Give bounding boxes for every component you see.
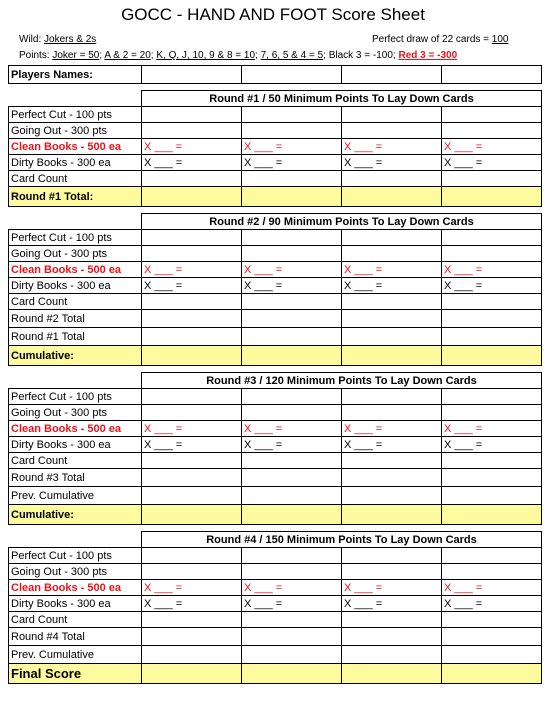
score-cell[interactable] (242, 123, 342, 139)
player-name-cell[interactable] (242, 66, 342, 84)
points-black-three: Black 3 = -100 (328, 50, 393, 61)
sheet-title: GOCC - HAND AND FOOT Score Sheet (121, 5, 425, 24)
score-cell[interactable] (442, 389, 542, 405)
total-cell[interactable] (342, 664, 442, 684)
books-count-cell[interactable]: X ___ = (142, 437, 242, 453)
books-count-cell[interactable]: X ___ = (442, 596, 542, 612)
books-count-cell[interactable]: X ___ = (142, 155, 242, 171)
score-cell[interactable] (142, 123, 242, 139)
round-spacer (9, 207, 542, 214)
wild-line (19, 34, 96, 45)
score-cell[interactable] (342, 628, 442, 646)
books-count-cell[interactable]: X ___ = (242, 262, 342, 278)
perfect-draw-value: 100 (491, 34, 509, 45)
round-header-blank (9, 214, 142, 230)
row-label: Prev. Cumulative (9, 487, 142, 505)
score-row (9, 596, 542, 612)
books-count-cell[interactable]: X ___ = (342, 421, 442, 437)
row-label: Round #3 Total (9, 469, 142, 487)
score-cell[interactable] (142, 310, 242, 328)
row-label: Dirty Books - 300 ea (9, 278, 142, 294)
score-cell[interactable] (442, 405, 542, 421)
books-count-cell[interactable]: X ___ = (442, 437, 542, 453)
score-cell[interactable] (242, 646, 342, 664)
row-label: Round #2 Total (9, 310, 142, 328)
score-cell[interactable] (142, 453, 242, 469)
score-cell[interactable] (242, 171, 342, 187)
score-row (9, 294, 542, 310)
total-cell[interactable] (342, 346, 442, 366)
score-cell[interactable] (342, 246, 442, 262)
wild-value: Jokers & 2s (44, 34, 97, 45)
score-row (9, 564, 542, 580)
score-row (9, 262, 542, 278)
score-cell[interactable] (142, 548, 242, 564)
round-header-row (9, 373, 542, 389)
score-cell[interactable] (242, 230, 342, 246)
round-title: Round #2 / 90 Minimum Points To Lay Down Cards (142, 214, 542, 230)
score-row (9, 107, 542, 123)
score-row (9, 328, 542, 346)
total-label: Round #1 Total: (9, 187, 142, 207)
points-line: Points: Joker = 50; A & 2 = 20; K, Q, J, 10, 9 & 8 = 10; 7, 6, 5 & 4 = 5; Black 3 = -100; Red 3 = -300 (19, 50, 458, 61)
score-cell[interactable] (142, 230, 242, 246)
score-row (9, 230, 542, 246)
round-title: Round #4 / 150 Minimum Points To Lay Down Cards (142, 532, 542, 548)
row-label: Clean Books - 500 ea (9, 580, 142, 596)
points-ace-two: A & 2 = 20 (104, 50, 151, 61)
score-cell[interactable] (242, 487, 342, 505)
score-row (9, 628, 542, 646)
round-header-row (9, 214, 542, 230)
score-cell[interactable] (342, 123, 442, 139)
score-cell[interactable] (142, 328, 242, 346)
players-names-label: Players Names: (9, 66, 142, 84)
spacer (9, 84, 542, 91)
score-row (9, 171, 542, 187)
score-cell[interactable] (142, 107, 242, 123)
score-row (9, 548, 542, 564)
score-cell[interactable] (242, 294, 342, 310)
points-label: Points: (19, 50, 50, 61)
total-cell[interactable] (442, 505, 542, 525)
score-row (9, 453, 542, 469)
player-name-cell[interactable] (342, 66, 442, 84)
books-count-cell[interactable]: X ___ = (442, 278, 542, 294)
perfect-draw-label: Perfect draw of 22 cards = (372, 34, 490, 45)
score-cell[interactable] (242, 389, 342, 405)
row-label: Round #1 Total (9, 328, 142, 346)
books-count-cell[interactable]: X ___ = (442, 262, 542, 278)
score-cell[interactable] (342, 405, 442, 421)
player-name-cell[interactable] (442, 66, 542, 84)
score-cell[interactable] (442, 294, 542, 310)
score-cell[interactable] (342, 564, 442, 580)
perfect-draw-line (372, 34, 508, 45)
books-count-cell[interactable]: X ___ = (442, 421, 542, 437)
round-spacer (9, 525, 542, 532)
round-header-blank (9, 373, 142, 389)
score-cell[interactable] (242, 107, 342, 123)
total-cell[interactable] (242, 664, 342, 684)
row-label: Going Out - 300 pts (9, 564, 142, 580)
books-count-cell[interactable]: X ___ = (142, 580, 242, 596)
total-cell[interactable] (442, 664, 542, 684)
row-label: Round #4 Total (9, 628, 142, 646)
score-cell[interactable] (142, 469, 242, 487)
players-row (9, 66, 542, 84)
score-cell[interactable] (142, 246, 242, 262)
books-count-cell[interactable]: X ___ = (242, 155, 342, 171)
score-cell[interactable] (242, 405, 342, 421)
books-count-cell[interactable]: X ___ = (242, 437, 342, 453)
score-row (9, 246, 542, 262)
row-label: Card Count (9, 294, 142, 310)
score-cell[interactable] (342, 310, 442, 328)
row-label: Perfect Cut - 100 pts (9, 107, 142, 123)
books-count-cell[interactable]: X ___ = (242, 596, 342, 612)
score-row (9, 646, 542, 664)
score-cell[interactable] (342, 469, 442, 487)
final-score-label: Final Score (9, 664, 142, 684)
row-label: Perfect Cut - 100 pts (9, 548, 142, 564)
round-spacer (9, 84, 542, 91)
score-cell[interactable] (242, 310, 342, 328)
score-row (9, 437, 542, 453)
total-cell[interactable] (442, 187, 542, 207)
total-cell[interactable] (242, 187, 342, 207)
books-count-cell[interactable]: X ___ = (242, 278, 342, 294)
books-count-cell[interactable]: X ___ = (142, 139, 242, 155)
total-cell[interactable] (242, 346, 342, 366)
books-count-cell[interactable]: X ___ = (242, 580, 342, 596)
round-header-row (9, 532, 542, 548)
row-label: Going Out - 300 pts (9, 123, 142, 139)
books-count-cell[interactable]: X ___ = (342, 262, 442, 278)
total-cell[interactable] (142, 187, 242, 207)
books-count-cell[interactable]: X ___ = (442, 155, 542, 171)
round-header-blank (9, 91, 142, 107)
spacer (9, 366, 542, 373)
total-cell[interactable] (142, 664, 242, 684)
score-cell[interactable] (242, 328, 342, 346)
books-count-cell[interactable]: X ___ = (342, 580, 442, 596)
score-cell[interactable] (442, 107, 542, 123)
score-cell[interactable] (442, 548, 542, 564)
row-label: Perfect Cut - 100 pts (9, 389, 142, 405)
row-label: Dirty Books - 300 ea (9, 596, 142, 612)
score-cell[interactable] (142, 487, 242, 505)
score-cell[interactable] (342, 646, 442, 664)
score-cell[interactable] (142, 405, 242, 421)
total-label: Cumulative: (9, 346, 142, 366)
row-label: Perfect Cut - 100 pts (9, 230, 142, 246)
round-spacer (9, 366, 542, 373)
score-row (9, 278, 542, 294)
score-cell[interactable] (342, 612, 442, 628)
books-count-cell[interactable]: X ___ = (342, 596, 442, 612)
score-row (9, 421, 542, 437)
score-row (9, 612, 542, 628)
row-label: Prev. Cumulative (9, 646, 142, 664)
books-count-cell[interactable]: X ___ = (242, 421, 342, 437)
row-label: Card Count (9, 171, 142, 187)
total-cell[interactable] (142, 505, 242, 525)
score-row (9, 310, 542, 328)
books-count-cell[interactable]: X ___ = (442, 139, 542, 155)
total-cell[interactable] (342, 187, 442, 207)
round-title: Round #3 / 120 Minimum Points To Lay Down Cards (142, 373, 542, 389)
total-row (9, 505, 542, 525)
score-cell[interactable] (442, 646, 542, 664)
score-row (9, 123, 542, 139)
final-score-row (9, 664, 542, 684)
row-label: Card Count (9, 453, 142, 469)
wild-label: Wild: (19, 34, 42, 45)
score-cell[interactable] (442, 246, 542, 262)
books-count-cell[interactable]: X ___ = (342, 139, 442, 155)
score-cell[interactable] (342, 389, 442, 405)
score-cell[interactable] (142, 612, 242, 628)
score-cell[interactable] (442, 310, 542, 328)
score-cell[interactable] (342, 171, 442, 187)
score-cell[interactable] (342, 453, 442, 469)
score-cell[interactable] (242, 246, 342, 262)
score-cell[interactable] (242, 548, 342, 564)
row-label: Going Out - 300 pts (9, 246, 142, 262)
round-header-blank (9, 532, 142, 548)
score-cell[interactable] (242, 453, 342, 469)
row-label: Dirty Books - 300 ea (9, 437, 142, 453)
score-table (8, 65, 542, 684)
score-cell[interactable] (142, 564, 242, 580)
score-cell[interactable] (142, 628, 242, 646)
points-face: K, Q, J, 10, 9 & 8 = 10 (156, 50, 256, 61)
score-cell[interactable] (442, 123, 542, 139)
score-cell[interactable] (442, 564, 542, 580)
total-row (9, 187, 542, 207)
row-label: Card Count (9, 612, 142, 628)
score-cell[interactable] (442, 628, 542, 646)
score-cell[interactable] (142, 389, 242, 405)
books-count-cell[interactable]: X ___ = (142, 421, 242, 437)
score-cell[interactable] (442, 469, 542, 487)
row-label: Clean Books - 500 ea (9, 139, 142, 155)
score-cell[interactable] (342, 328, 442, 346)
score-cell[interactable] (442, 487, 542, 505)
row-label: Clean Books - 500 ea (9, 262, 142, 278)
score-row (9, 405, 542, 421)
score-row (9, 487, 542, 505)
score-cell[interactable] (342, 487, 442, 505)
total-label: Cumulative: (9, 505, 142, 525)
books-count-cell[interactable]: X ___ = (142, 278, 242, 294)
row-label: Going Out - 300 pts (9, 405, 142, 421)
score-row (9, 139, 542, 155)
score-row (9, 580, 542, 596)
spacer (9, 207, 542, 214)
score-cell[interactable] (442, 453, 542, 469)
player-name-cell[interactable] (142, 66, 242, 84)
score-cell[interactable] (142, 294, 242, 310)
total-cell[interactable] (342, 505, 442, 525)
points-joker: Joker = 50 (52, 50, 100, 61)
score-cell[interactable] (242, 612, 342, 628)
score-row (9, 389, 542, 405)
books-count-cell[interactable]: X ___ = (442, 580, 542, 596)
total-row (9, 346, 542, 366)
score-cell[interactable] (342, 107, 442, 123)
score-cell[interactable] (142, 171, 242, 187)
total-cell[interactable] (142, 346, 242, 366)
score-cell[interactable] (142, 646, 242, 664)
round-header-row (9, 91, 542, 107)
books-count-cell[interactable]: X ___ = (142, 596, 242, 612)
points-low: 7, 6, 5 & 4 = 5 (260, 50, 324, 61)
total-cell[interactable] (242, 505, 342, 525)
books-count-cell[interactable]: X ___ = (342, 278, 442, 294)
score-cell[interactable] (242, 628, 342, 646)
score-cell[interactable] (442, 612, 542, 628)
score-cell[interactable] (342, 230, 442, 246)
spacer (9, 525, 542, 532)
row-label: Clean Books - 500 ea (9, 421, 142, 437)
points-red-three: Red 3 = -300 (398, 50, 458, 61)
total-cell[interactable] (442, 346, 542, 366)
books-count-cell[interactable]: X ___ = (342, 155, 442, 171)
books-count-cell[interactable]: X ___ = (342, 437, 442, 453)
books-count-cell[interactable]: X ___ = (242, 139, 342, 155)
score-row (9, 155, 542, 171)
score-cell[interactable] (442, 171, 542, 187)
books-count-cell[interactable]: X ___ = (142, 262, 242, 278)
score-cell[interactable] (442, 328, 542, 346)
row-label: Dirty Books - 300 ea (9, 155, 142, 171)
score-cell[interactable] (342, 548, 442, 564)
score-cell[interactable] (242, 469, 342, 487)
score-cell[interactable] (342, 294, 442, 310)
score-cell[interactable] (442, 230, 542, 246)
round-title: Round #1 / 50 Minimum Points To Lay Down Cards (142, 91, 542, 107)
score-row (9, 469, 542, 487)
score-cell[interactable] (242, 564, 342, 580)
